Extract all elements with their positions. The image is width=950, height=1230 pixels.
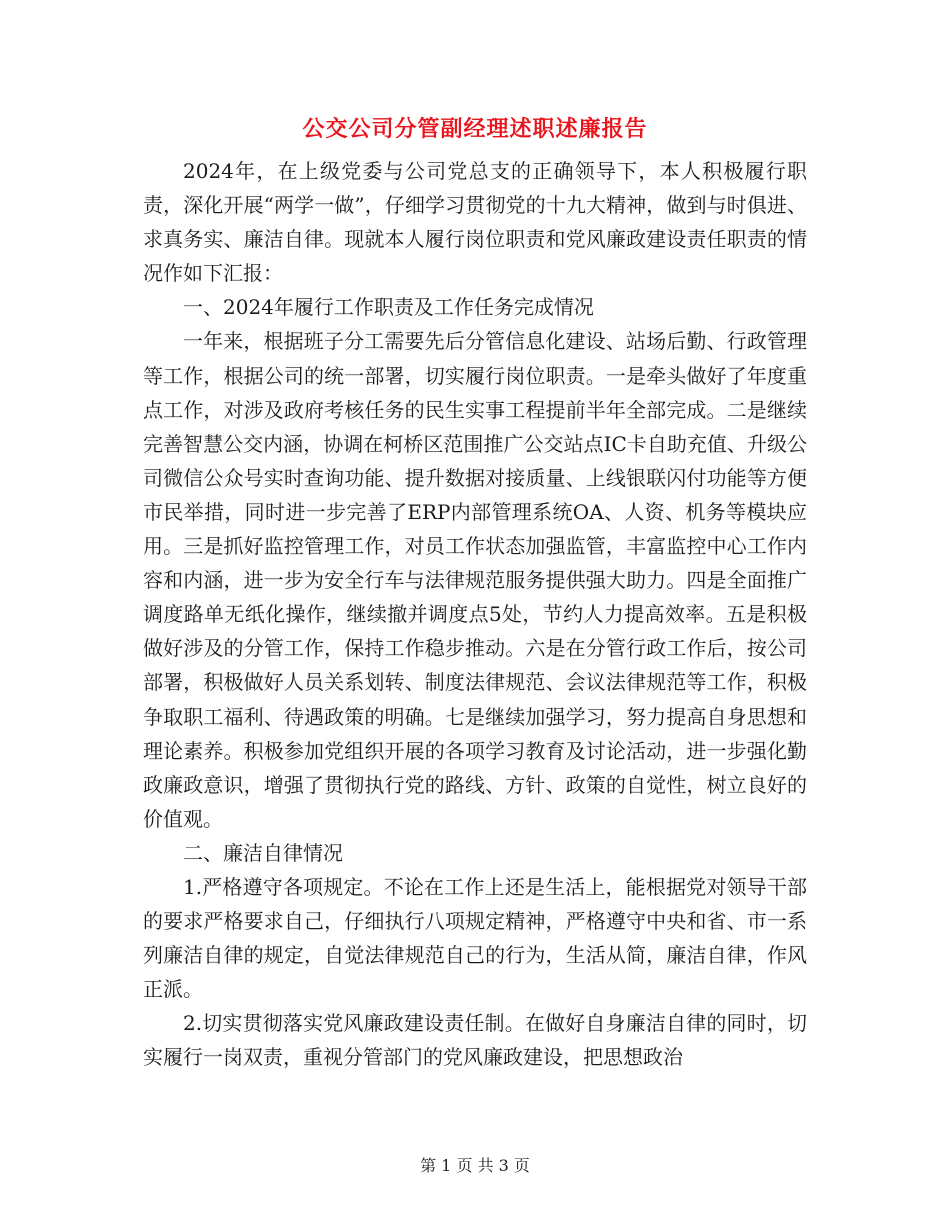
paragraph-item-1: 1.严格遵守各项规定。不论在工作上还是生活上，能根据党对领导干部的要求严格要求自己，仔细执行八项规定精神，严格遵守中央和省、市一系列廉洁自律的规定，自觉法律规范自己的行为，生活从简，廉洁自律，作风正派。 [143,874,807,1002]
paragraph-intro: 2024年，在上级党委与公司党总支的正确领导下，本人积极履行职责，深化开展“两学一做”，仔细学习贯彻党的十九大精神，做到与时俱进、求真务实、廉洁自律。现就本人履行岗位职责和党风廉政建设责任职责的情况作如下汇报： [143,159,807,286]
document-body [143,154,807,1075]
paragraph-item-2: 2.切实贯彻落实党风廉政建设责任制。在做好自身廉洁自律的同时，切实履行一岗双责，重视分管部门的党风廉政建设，把思想政治 [143,1011,807,1070]
document-title: 公交公司分管副经理述职述廉报告 [302,116,648,142]
section-heading-1: 一、2024年履行工作职责及工作任务完成情况 [183,295,594,320]
page-number-footer: 第 1 页 共 3 页 [420,1156,530,1175]
section-heading-2: 二、廉洁自律情况 [183,840,343,865]
paragraph-duties: 一年来，根据班子分工需要先后分管信息化建设、站场后勤、行政管理等工作，根据公司的统一部署，切实履行岗位职责。一是牵头做好了年度重点工作，对涉及政府考核任务的民生实事工程提前半年全部完成。二是继续完善智慧公交内涵，协调在柯桥区范围推广公交站点IC卡自助充值、升级公司微信公众号实时查询功能、提升数据对接质量、上线银联闪付功能等方便市民举措，同时进一步完善了ERP内部管理系统OA、人资、机务等模块应用。三是抓好监控管理工作，对员工作状态加强监管，丰富监控中心工作内容和内涵，进一步为安全行车与法律规范服务提供强大助力。四是全面推广调度路单无纸化操作，继续撤并调度点5处，节约人力提高效率。五是积极做好涉及的分管工作，保持工作稳步推动。六是在分管行政工作后，按公司部署，积极做好人员关系划转、制度法律规范、会议法律规范等工作，积极争取职工福利、待遇政策的明确。七是继续加强学习，努力提高自身思想和理论素养。积极参加党组织开展的各项学习教育及讨论活动，进一步强化勤政廉政意识，增强了贯彻执行党的路线、方针、政策的自觉性，树立良好的价值观。 [143,329,807,831]
